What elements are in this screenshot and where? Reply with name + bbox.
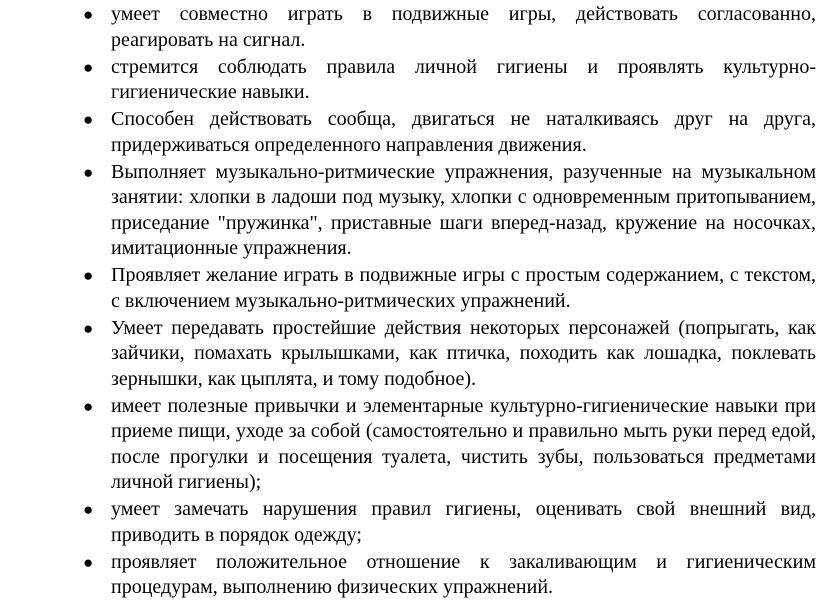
list-item-text: проявляет положительное отношение к закаливающим и гигиеническим процедурам, выполнению физических упражнений. bbox=[111, 550, 816, 598]
bullet-icon: ● bbox=[83, 110, 94, 129]
list-item bbox=[0, 107, 816, 158]
list-item bbox=[0, 263, 816, 314]
list-item bbox=[0, 316, 816, 393]
list-item bbox=[0, 394, 816, 496]
list-item-text: Умеет передавать простейшие действия некоторых персонажей (попрыгать, как зайчики, помахать крылышками, как птичка, походить как лошадка, поклевать зернышки, как цыплята, и тому подобное). bbox=[111, 316, 816, 390]
bullet-icon: ● bbox=[83, 552, 94, 572]
list-item-text: Выполняет музыкально-ритмические упражнения, разученные на музыкальном занятии: хлопки в ладоши под музыку, хлопки с одновременным притопыванием, приседание "пружинка", приставные шаги вперед-назад, кружение на носочках, имитационные упражнения. bbox=[111, 160, 816, 259]
bullet-icon: ● bbox=[83, 500, 94, 519]
list-item-text: Проявляет желание играть в подвижные игры с простым содержанием, с текстом, с включением музыкально-ритмических упражнений. bbox=[111, 264, 816, 312]
bullet-icon: ● bbox=[83, 318, 94, 338]
list-item-text: умеет замечать нарушения правил гигиены, оценивать свой внешний вид, приводить в порядок одежду; bbox=[111, 498, 816, 546]
list-item bbox=[0, 55, 816, 106]
list-item bbox=[0, 2, 816, 53]
bullet-icon: ● bbox=[83, 57, 94, 77]
list-item-text: имеет полезные привычки и элементарные культурно-гигиенические навыки при приеме пищи, уходе за собой (самостоятельно и правильно мыть руки перед едой, после прогулки и посещения туалета, чистить зубы, пользоваться предметами личной гигиены); bbox=[111, 394, 816, 493]
list-item-text: стремится соблюдать правила личной гигиены и проявлять культурно-гигиенические навыки. bbox=[111, 55, 816, 103]
bullet-icon: ● bbox=[83, 162, 94, 182]
bullet-list bbox=[0, 2, 816, 602]
list-item-text: умеет совместно играть в подвижные игры, действовать согласованно, реагировать на сигнал. bbox=[111, 3, 816, 51]
list-item bbox=[0, 160, 816, 262]
bullet-icon: ● bbox=[83, 266, 94, 285]
list-item-text: Способен действовать сообща, двигаться не наталкиваясь друг на друга, придерживаться определенного направления движения. bbox=[111, 108, 816, 156]
bullet-icon: ● bbox=[83, 5, 94, 24]
bullet-icon: ● bbox=[83, 396, 94, 416]
list-item bbox=[0, 497, 816, 548]
